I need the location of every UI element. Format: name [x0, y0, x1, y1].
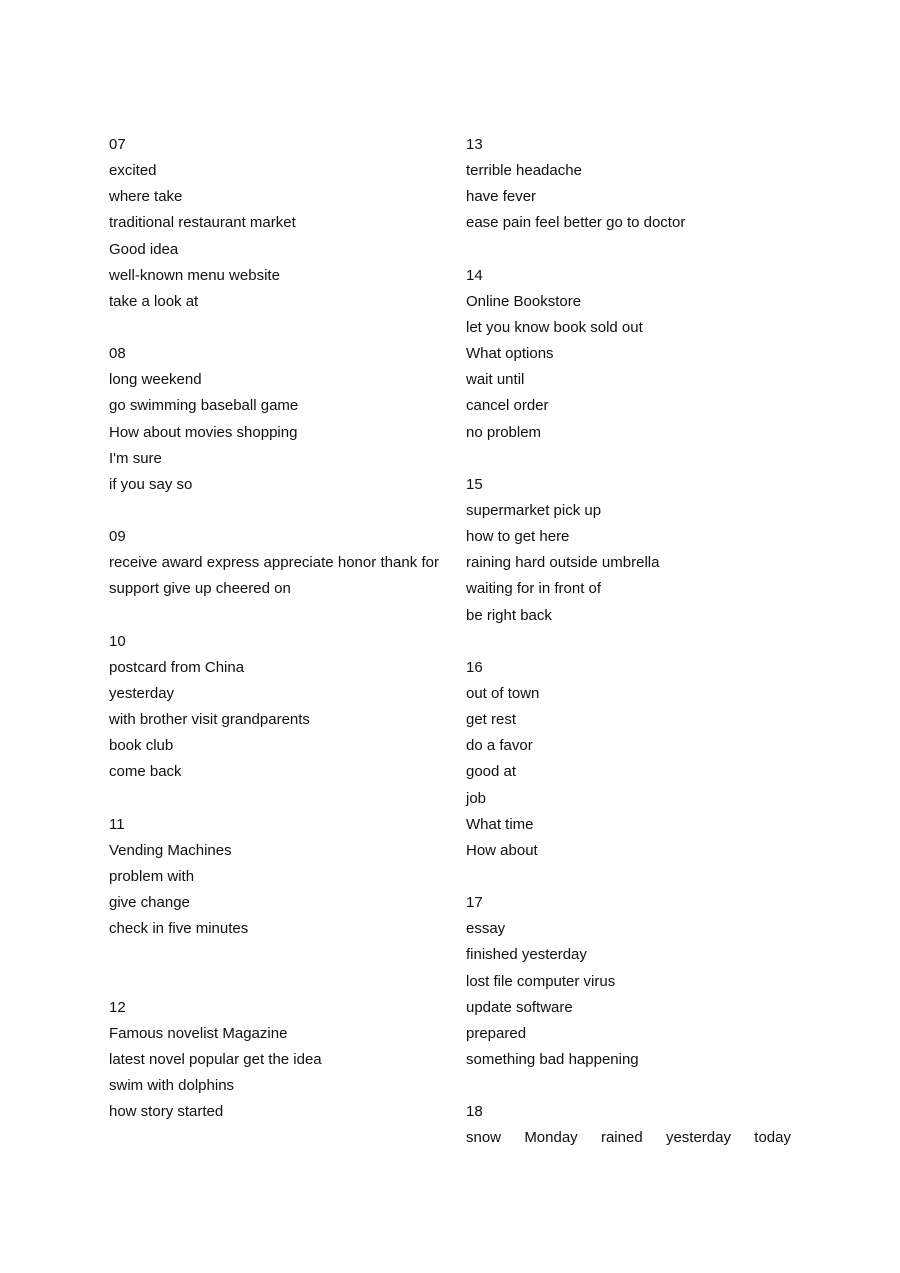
block-spacer — [466, 237, 806, 263]
left-column — [109, 132, 439, 1125]
vocab-line: prepared — [466, 1024, 527, 1042]
block-number: 08 — [109, 345, 126, 363]
block-spacer — [109, 786, 439, 812]
vocab-line: How about — [466, 841, 538, 859]
vocab-block-07 — [109, 132, 439, 315]
vocab-word: yesterday — [665, 1129, 731, 1147]
vocab-line: take a look at — [109, 292, 199, 310]
block-number: 17 — [466, 894, 483, 912]
vocab-line: get rest — [466, 711, 517, 729]
block-spacer — [466, 446, 806, 472]
vocab-line: come back — [109, 763, 182, 781]
vocab-line: supermarket pick up — [466, 501, 602, 519]
vocab-block-09 — [109, 524, 439, 602]
vocab-word: Monday — [524, 1129, 578, 1147]
block-spacer — [109, 315, 439, 341]
vocab-line: Good idea — [109, 240, 179, 258]
vocab-line: give change — [109, 894, 190, 912]
block-number: 18 — [466, 1103, 483, 1121]
vocab-block-08 — [109, 341, 439, 498]
vocab-line: I'm sure — [109, 449, 162, 467]
vocab-line: Vending Machines — [109, 841, 232, 859]
vocab-line: How about movies shopping — [109, 423, 298, 441]
block-spacer — [466, 864, 806, 890]
vocab-block-16 — [466, 655, 806, 864]
vocab-block-14 — [466, 263, 806, 446]
vocab-line: cancel order — [466, 397, 549, 415]
vocab-line: update software — [466, 998, 573, 1016]
vocab-line: postcard from China — [109, 658, 245, 676]
vocab-line: problem with — [109, 867, 195, 885]
vocab-line: traditional restaurant market — [109, 214, 296, 232]
block-number: 13 — [466, 136, 483, 153]
vocab-line: lost file computer virus — [466, 972, 616, 990]
vocab-block-12 — [109, 995, 439, 1126]
vocab-line: receive award express appreciate honor thank for support give up cheered on — [109, 554, 439, 598]
vocab-line: finished yesterday — [466, 946, 587, 964]
vocab-line: What time — [466, 815, 534, 833]
block-spacer — [109, 603, 439, 629]
vocab-line: well-known menu website — [109, 266, 280, 284]
block-spacer — [109, 498, 439, 524]
vocab-block-17 — [466, 890, 806, 1073]
vocab-line: out of town — [466, 684, 540, 702]
block-spacer — [466, 629, 806, 655]
vocab-word: today — [754, 1129, 791, 1147]
vocab-word: snow — [466, 1129, 502, 1147]
vocab-line: do a favor — [466, 737, 533, 755]
vocab-line: be right back — [466, 606, 552, 624]
vocab-line: how to get here — [466, 528, 570, 546]
vocab-line: Famous novelist Magazine — [109, 1024, 288, 1042]
block-number: 09 — [109, 528, 126, 546]
vocab-line: if you say so — [109, 475, 193, 493]
vocab-line: go swimming baseball game — [109, 397, 299, 415]
block-spacer — [466, 1073, 806, 1099]
vocab-line: raining hard outside umbrella — [466, 554, 660, 572]
vocab-line: essay — [466, 920, 506, 938]
vocab-line: with brother visit grandparents — [109, 711, 310, 729]
vocab-line: ease pain feel better go to doctor — [466, 214, 686, 232]
vocab-line: something bad happening — [466, 1050, 639, 1068]
vocab-line: let you know book sold out — [466, 318, 643, 336]
block-number: 07 — [109, 136, 126, 153]
vocab-line: swim with dolphins — [109, 1077, 235, 1095]
vocab-line: good at — [466, 763, 517, 781]
vocab-block-11 — [109, 812, 439, 943]
vocab-block-10 — [109, 629, 439, 786]
block-number: 15 — [466, 475, 483, 493]
vocab-line: waiting for in front of — [466, 580, 602, 598]
vocab-line: latest novel popular get the idea — [109, 1050, 322, 1068]
vocab-line: excited — [109, 162, 157, 180]
block-number: 11 — [109, 815, 125, 833]
vocab-line: wait until — [466, 371, 525, 389]
vocab-line: What options — [466, 345, 554, 363]
block-number: 14 — [466, 266, 483, 284]
vocab-line: have fever — [466, 188, 537, 206]
vocab-line: Online Bookstore — [466, 292, 582, 310]
vocab-block-15 — [466, 472, 806, 629]
vocab-word-row — [466, 1125, 791, 1151]
block-number: 10 — [109, 632, 126, 650]
vocab-line: no problem — [466, 423, 542, 441]
vocab-block-18 — [466, 1099, 806, 1151]
block-number: 12 — [109, 998, 126, 1016]
block-number: 16 — [466, 658, 483, 676]
block-spacer — [109, 942, 439, 994]
right-column — [466, 132, 806, 1151]
vocab-line: yesterday — [109, 684, 175, 702]
vocab-line: job — [466, 789, 487, 807]
vocab-word: rained — [600, 1129, 643, 1147]
vocab-line: check in five minutes — [109, 920, 249, 938]
vocab-line: how story started — [109, 1103, 224, 1121]
vocab-line: terrible headache — [466, 162, 582, 180]
vocab-line: book club — [109, 737, 174, 755]
vocab-line: long weekend — [109, 371, 202, 389]
vocab-block-13 — [466, 132, 806, 237]
vocab-line: where take — [109, 188, 183, 206]
